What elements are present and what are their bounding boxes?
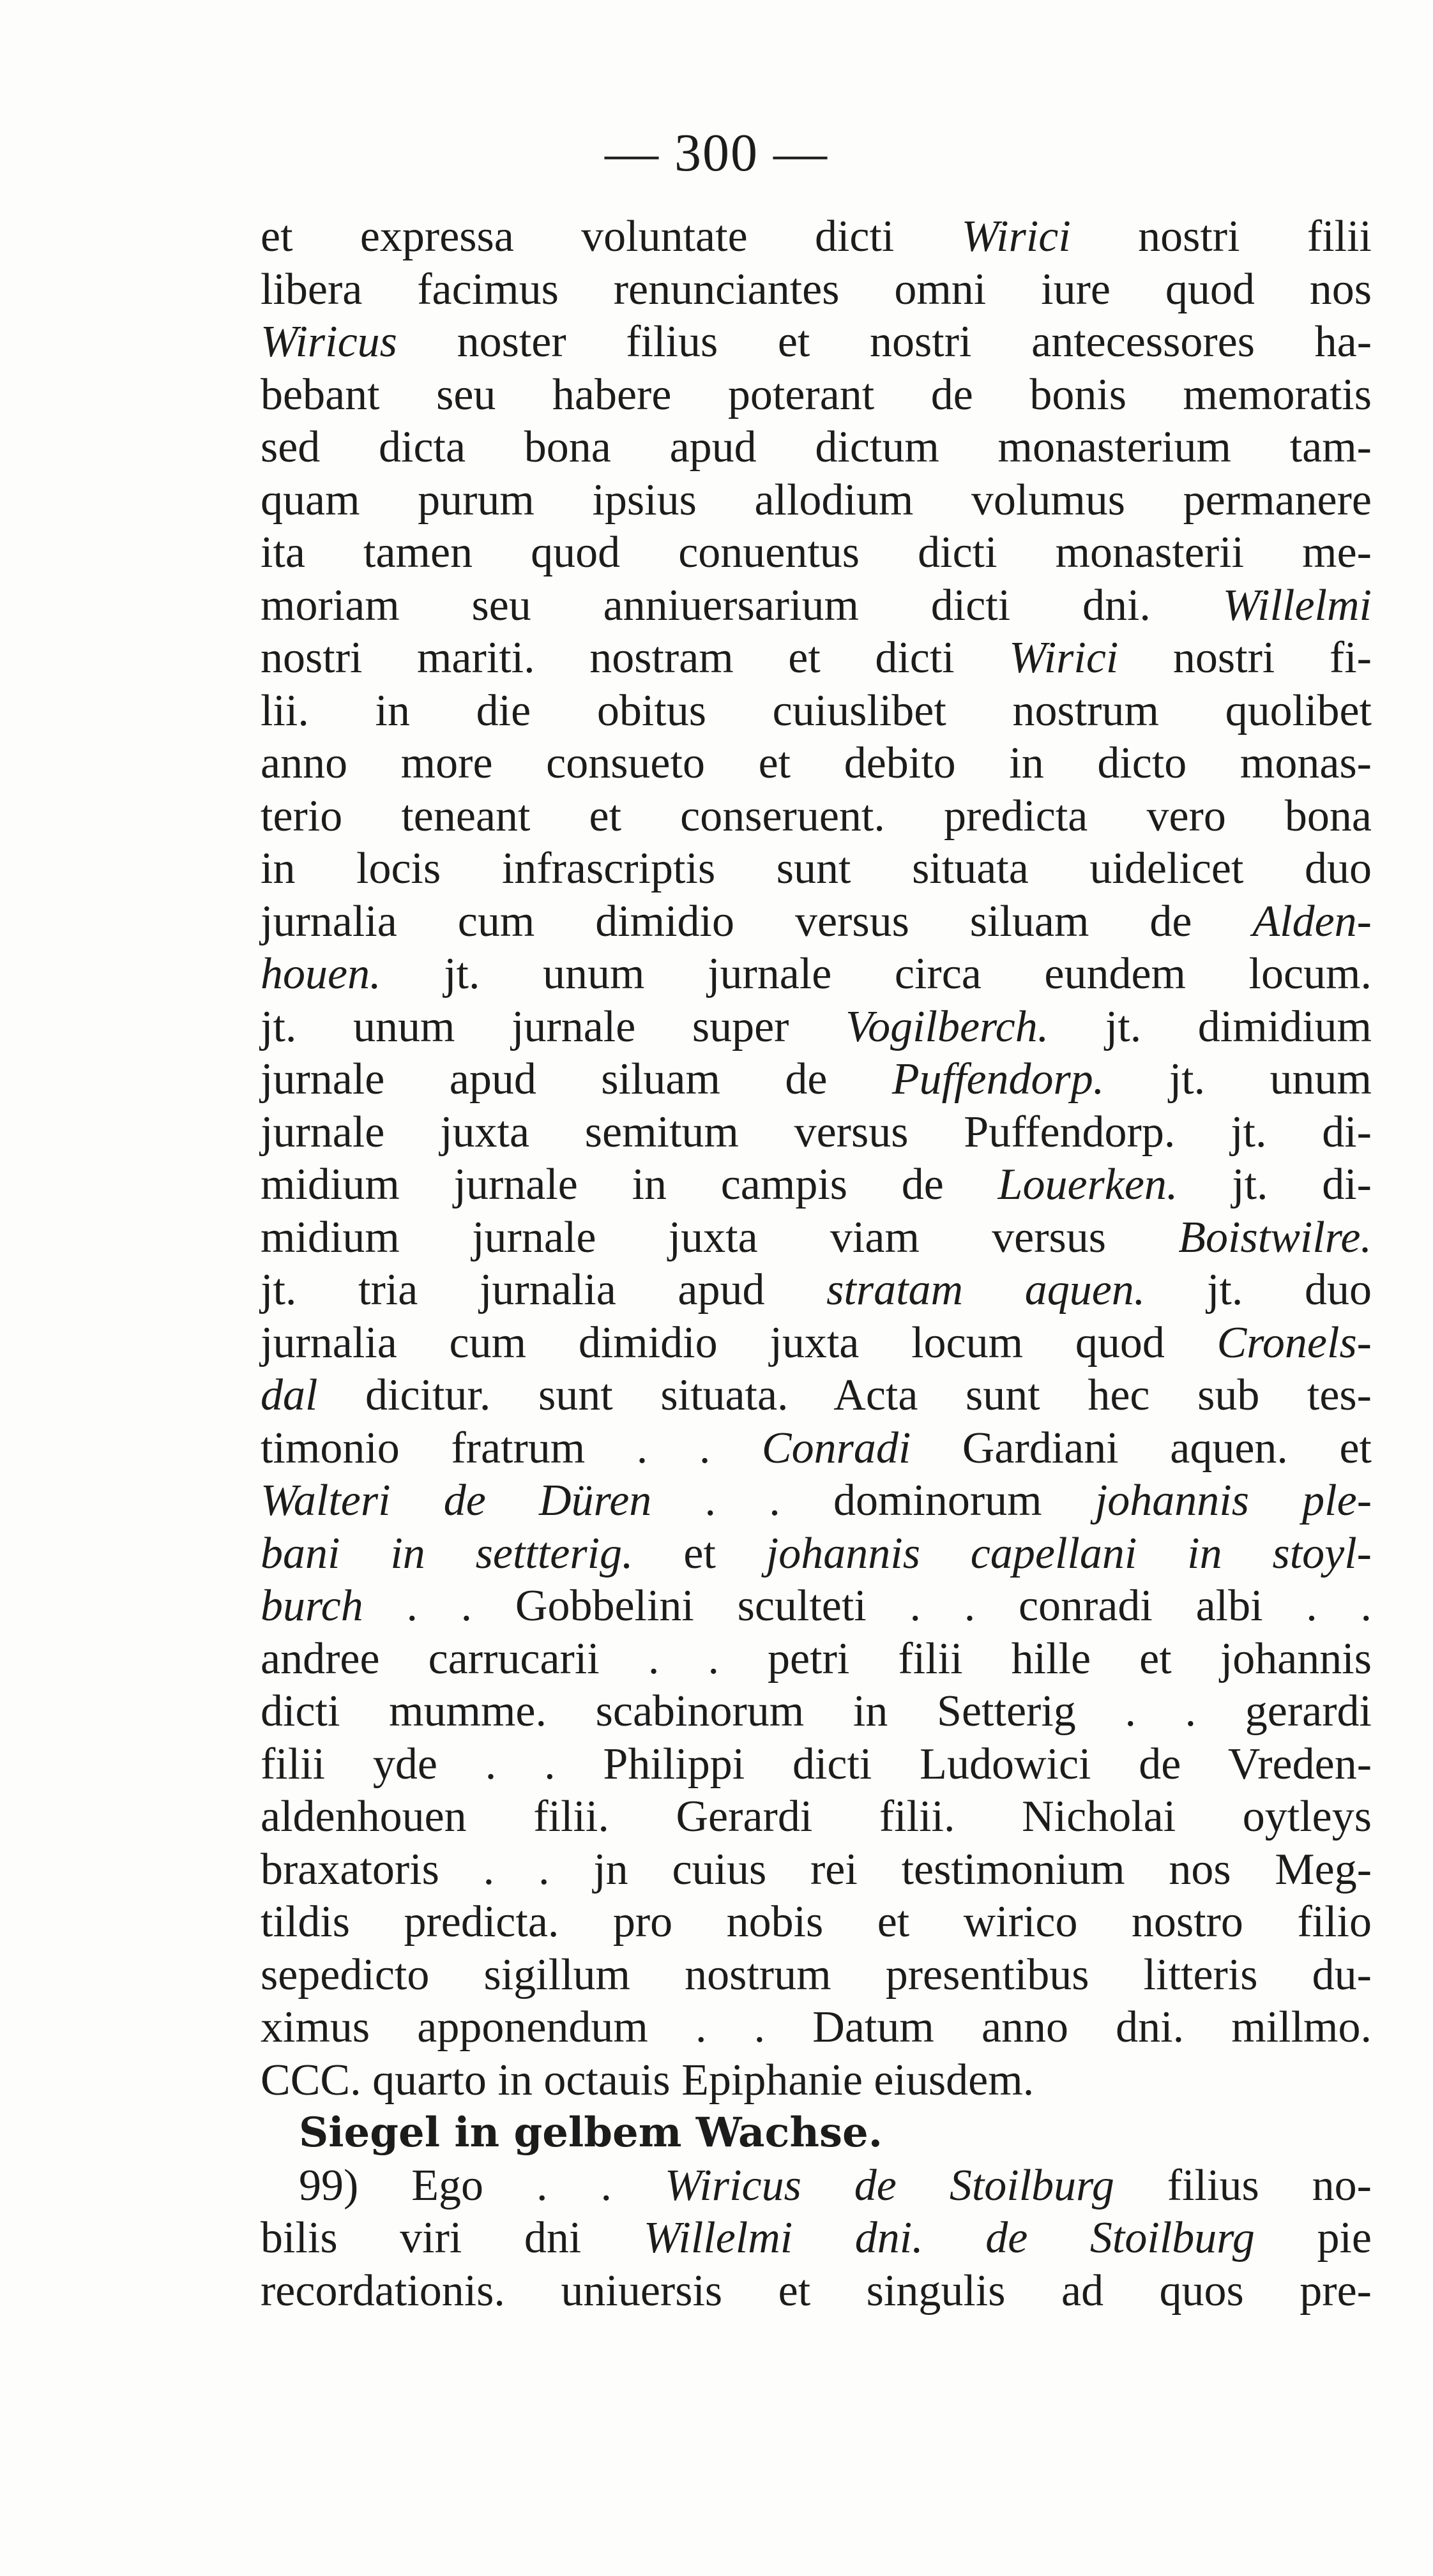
italic-name: bani in settterig. <box>261 1528 633 1578</box>
text-segment: quam purum ipsius allodium volumus permanere <box>261 475 1372 525</box>
text-line <box>261 1949 1372 2002</box>
text-segment: bebant seu habere poterant de bonis memoratis <box>261 370 1372 419</box>
text-segment: midium jurnale juxta viam versus <box>261 1212 1179 1262</box>
text-segment: et expressa voluntate dicti <box>261 212 962 261</box>
text-line <box>261 1528 1372 1581</box>
italic-name: Willelmi dni. de Stoilburg <box>643 2213 1255 2263</box>
text-segment: jt. duo <box>1145 1265 1372 1314</box>
text-line <box>261 316 1372 369</box>
text-line <box>261 1212 1372 1265</box>
italic-name: burch <box>261 1581 363 1631</box>
text-segment: jt. di- <box>1178 1160 1372 1209</box>
text-line <box>261 790 1372 843</box>
page-number: — 300 — <box>605 123 828 183</box>
text-segment: jt. unum jurnale super <box>261 1002 846 1051</box>
italic-name: Alden- <box>1252 896 1372 946</box>
text-line <box>261 1844 1372 1897</box>
text-line <box>261 948 1372 1001</box>
text-segment: dicitur. sunt situata. Acta sunt hec sub tes- <box>317 1371 1372 1420</box>
text-segment: lii. in die obitus cuiuslibet nostrum quolibet <box>261 686 1372 735</box>
text-line <box>261 1475 1372 1528</box>
text-segment: noster filius et nostri antecessores ha- <box>397 317 1372 366</box>
text-line <box>261 474 1372 527</box>
text-segment: timonio fratrum . . <box>261 1423 762 1473</box>
italic-name: dal <box>261 1371 318 1420</box>
italic-name: johannis capellani in stoyl- <box>766 1528 1372 1578</box>
body-text <box>261 211 1372 2317</box>
text-line <box>261 1369 1372 1422</box>
text-line <box>261 1264 1372 1317</box>
text-segment: in locis infrascriptis sunt situata uidelicet duo <box>261 844 1372 893</box>
text-segment: . . Gobbelini sculteti . . conradi albi . . <box>363 1581 1372 1631</box>
text-segment: filius no- <box>1114 2160 1372 2210</box>
text-segment: moriam seu anniuersarium dicti dni. <box>261 580 1223 630</box>
text-line <box>261 1001 1372 1054</box>
italic-name: stratam aquen. <box>826 1265 1146 1314</box>
text-line <box>261 369 1372 422</box>
text-segment: . . dominorum <box>651 1476 1095 1525</box>
text-segment: nostri filii <box>1070 212 1372 261</box>
text-segment: tildis predicta. pro nobis et wirico nostro filio <box>261 1897 1372 1947</box>
italic-name: Wiricus de Stoilburg <box>664 2160 1114 2210</box>
text-segment: jt. unum jurnale circa eundem locum. <box>381 949 1372 998</box>
text-line <box>261 1685 1372 1738</box>
text-segment: jurnale apud siluam de <box>261 1055 892 1104</box>
italic-name: houen. <box>261 949 381 998</box>
text-segment: libera facimus renunciantes omni iure quod nos <box>261 264 1372 314</box>
text-line <box>261 527 1372 580</box>
text-segment: andree carrucarii . . petri filii hille et johannis <box>261 1634 1372 1683</box>
italic-name: Boistwilre. <box>1178 1212 1372 1262</box>
text-segment: 99) Ego . . <box>299 2160 665 2210</box>
text-line <box>261 1053 1372 1106</box>
text-line <box>261 264 1372 317</box>
italic-name: Wirici <box>1009 633 1119 682</box>
italic-name: Cronels- <box>1217 1318 1372 1367</box>
italic-name: Walteri de Düren <box>261 1476 652 1525</box>
text-line <box>261 211 1372 264</box>
text-line <box>261 1317 1372 1370</box>
text-line <box>261 2212 1372 2265</box>
text-line <box>261 1791 1372 1844</box>
text-segment: filii yde . . Philippi dicti Ludowici de Vreden- <box>261 1739 1372 1789</box>
text-segment: ita tamen quod conuentus dicti monasterii me- <box>261 528 1372 577</box>
text-line <box>261 580 1372 633</box>
text-segment: dicti mumme. scabinorum in Setterig . . gerardi <box>261 1687 1372 1736</box>
text-segment: jurnalia cum dimidio juxta locum quod <box>261 1318 1217 1367</box>
text-line <box>261 1580 1372 1633</box>
text-line <box>261 2265 1372 2318</box>
text-line <box>261 1738 1372 1791</box>
text-line <box>261 421 1372 474</box>
text-line <box>261 2054 1372 2107</box>
text-segment: midium jurnale in campis de <box>261 1160 998 1209</box>
italic-name: Puffendorp. <box>891 1055 1105 1104</box>
italic-name: Wiricus <box>261 317 397 366</box>
italic-name: johannis ple- <box>1095 1476 1372 1525</box>
text-line <box>261 1633 1372 1686</box>
text-line <box>261 1422 1372 1475</box>
text-segment: bilis viri dni <box>261 2213 644 2263</box>
text-line <box>261 632 1372 685</box>
italic-name: Louerken. <box>997 1160 1178 1209</box>
italic-name: Wirici <box>961 212 1071 261</box>
text-segment: braxatoris . . jn cuius rei testimonium nos Meg- <box>261 1844 1372 1894</box>
text-segment: terio teneant et conseruent. predicta vero bona <box>261 791 1372 841</box>
text-line <box>261 1159 1372 1212</box>
text-line <box>261 2160 1372 2213</box>
text-segment: jt. tria jurnalia apud <box>261 1265 827 1314</box>
text-segment: nostri mariti. nostram et dicti <box>261 633 1010 682</box>
text-segment: Gardiani aquen. et <box>911 1423 1372 1473</box>
text-line <box>261 1896 1372 1949</box>
text-segment: recordationis. uniuersis et singulis ad quos pre- <box>261 2266 1372 2316</box>
text-segment: jurnalia cum dimidio versus siluam de <box>261 896 1253 946</box>
text-segment: aldenhouen filii. Gerardi filii. Nicholai oytleys <box>261 1792 1372 1841</box>
text-segment: nostri fi- <box>1118 633 1372 682</box>
text-segment: CCC. quarto in octauis Epiphanie eiusdem. <box>261 2055 1035 2105</box>
text-line <box>261 737 1372 790</box>
text-line <box>261 685 1372 738</box>
text-segment: pie <box>1254 2213 1372 2263</box>
italic-name: Conradi <box>761 1423 911 1473</box>
text-segment: jt. dimidium <box>1049 1002 1372 1051</box>
text-segment: jurnale juxta semitum versus Puffendorp. jt. di- <box>261 1107 1372 1157</box>
text-segment: sed dicta bona apud dictum monasterium tam- <box>261 423 1372 472</box>
text-line <box>261 2001 1372 2054</box>
text-segment: anno more consueto et debito in dicto monas- <box>261 739 1372 788</box>
text-segment: et <box>633 1528 766 1578</box>
text-line <box>261 2107 1372 2160</box>
text-segment: Siegel in gelbem Wachse. <box>299 2109 883 2157</box>
text-line <box>261 843 1372 896</box>
text-segment: jt. unum <box>1104 1055 1372 1104</box>
italic-name: Vogilberch. <box>845 1002 1049 1051</box>
text-segment: sepedicto sigillum nostrum presentibus litteris du- <box>261 1950 1372 2000</box>
text-line <box>261 896 1372 949</box>
text-segment: ximus apponendum . . Datum anno dni. millmo. <box>261 2003 1372 2052</box>
text-line <box>261 1106 1372 1159</box>
italic-name: Willelmi <box>1222 580 1372 630</box>
